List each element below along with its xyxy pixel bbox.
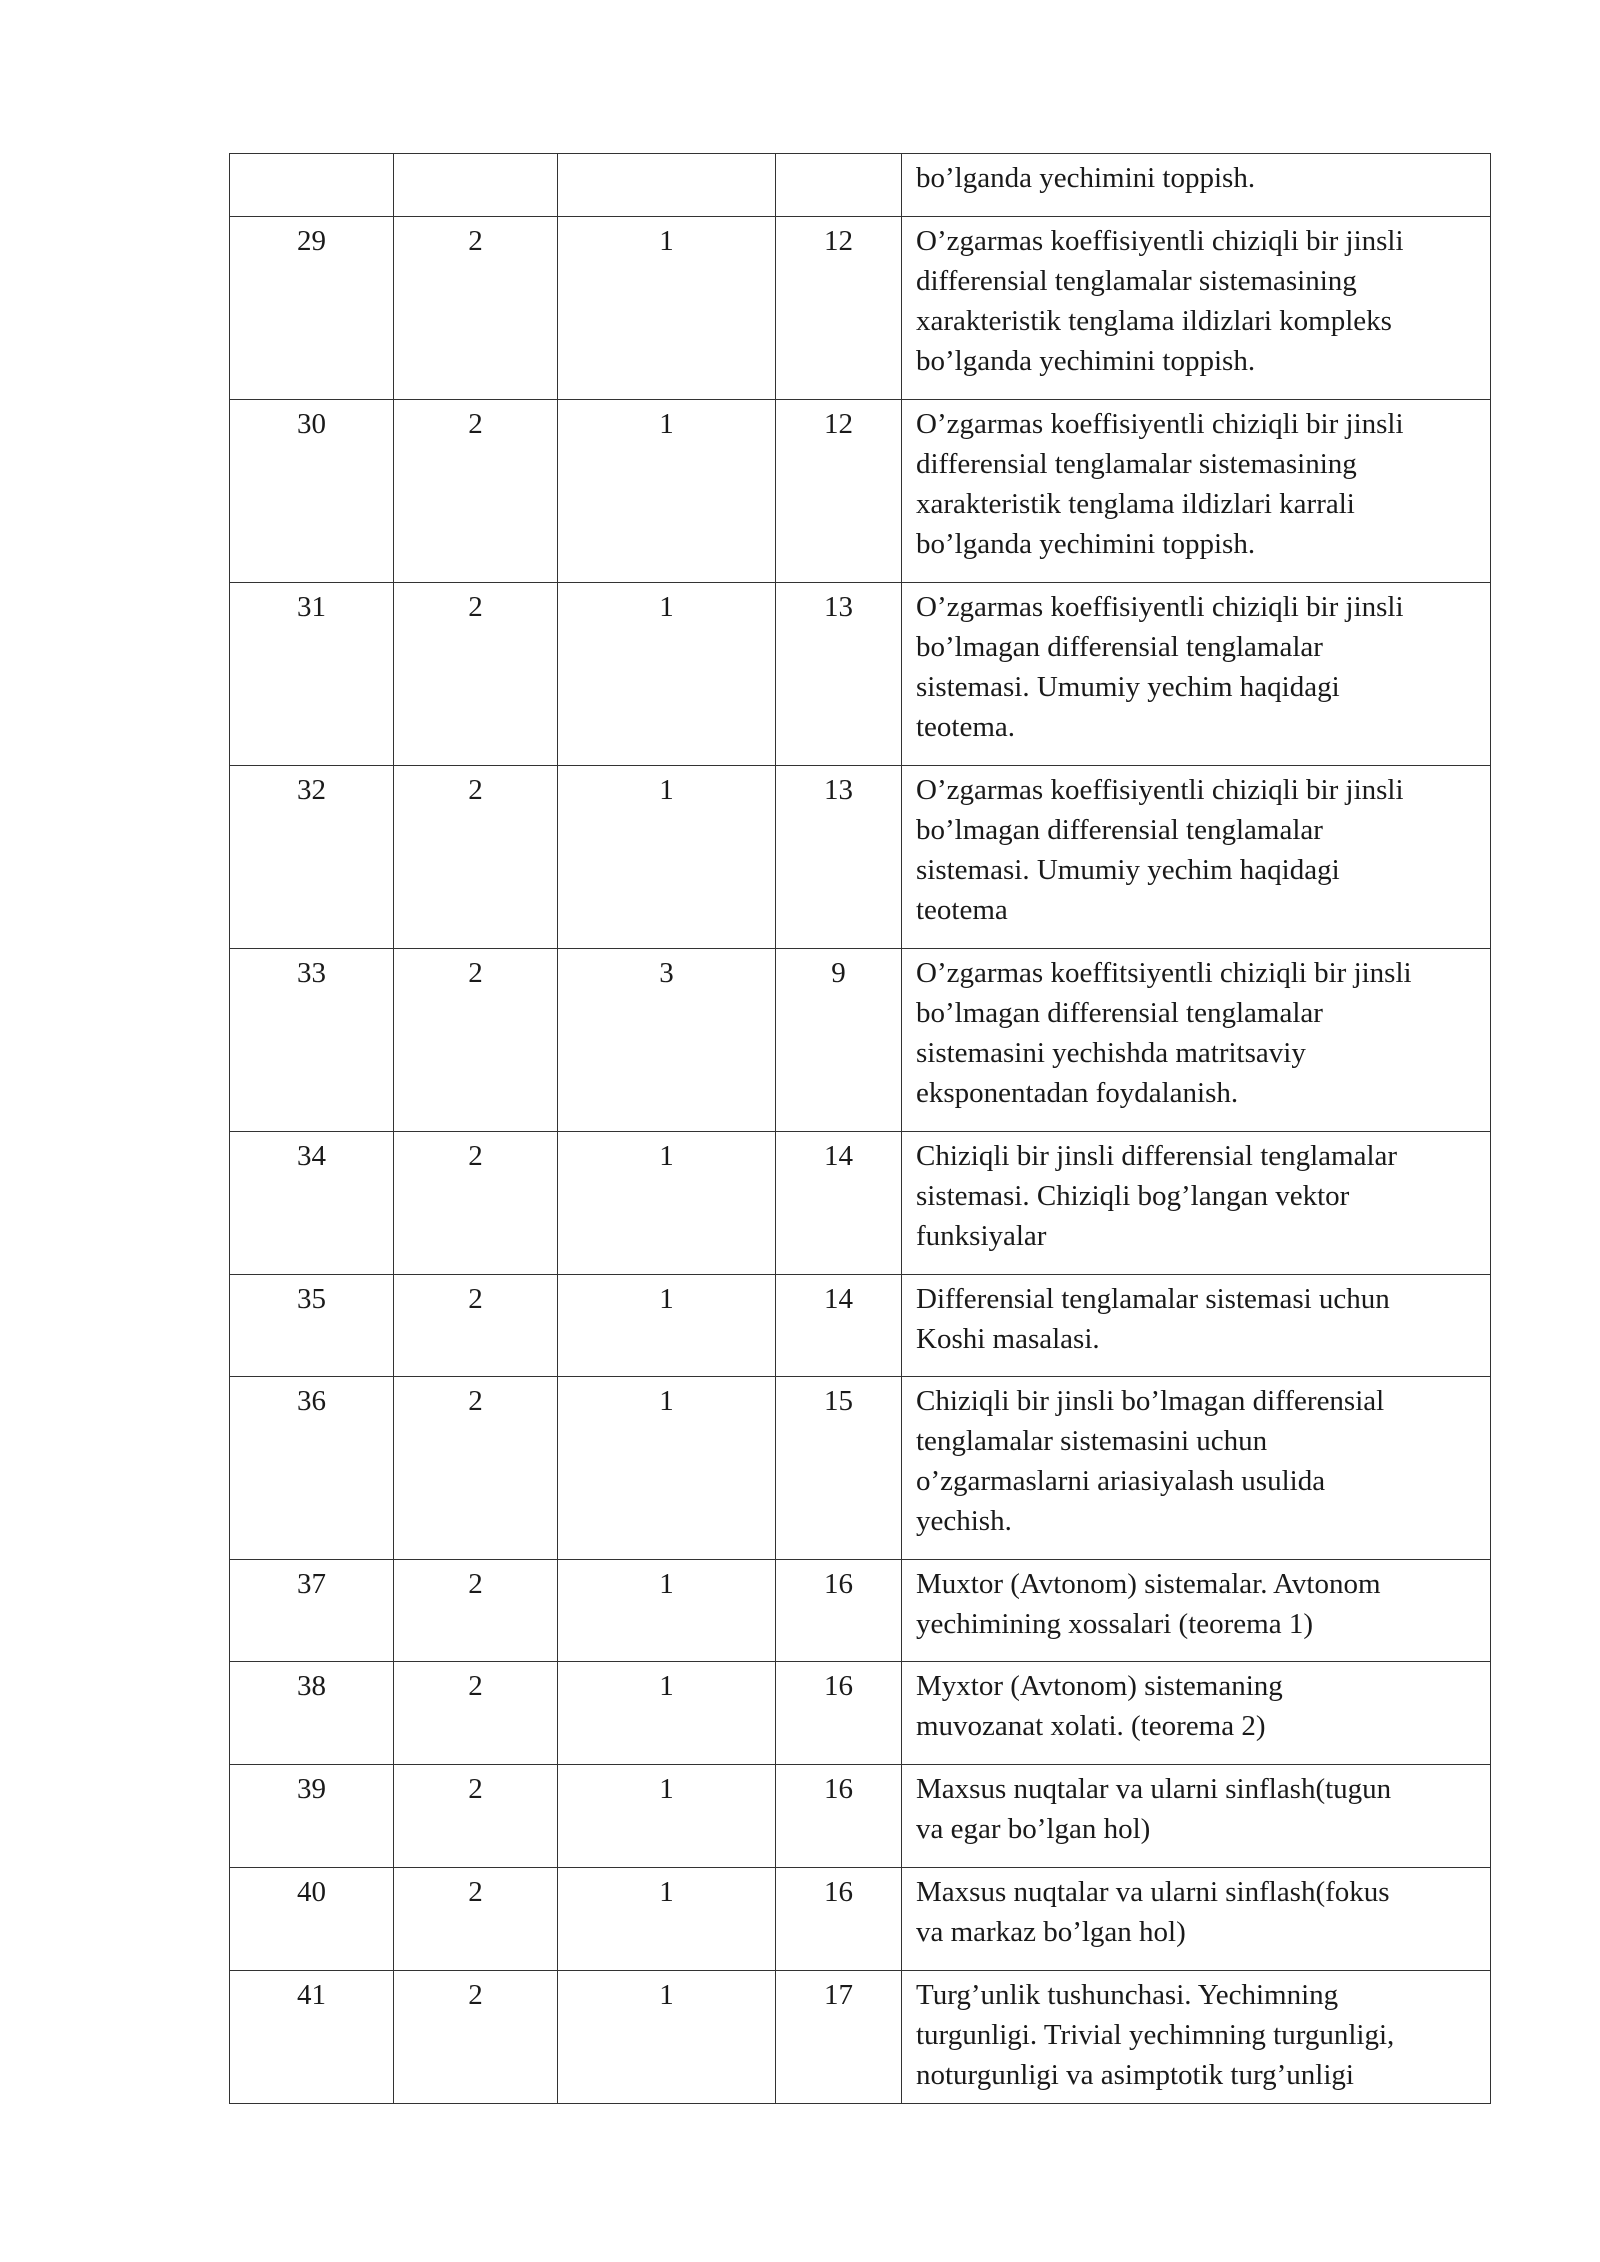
- table-row: [230, 217, 1491, 400]
- row-number-cell: 31: [230, 583, 394, 766]
- week-cell: 14: [776, 1132, 902, 1275]
- table-row: [230, 1132, 1491, 1275]
- hours-cell: 2: [394, 1132, 558, 1275]
- week-cell: 15: [776, 1377, 902, 1560]
- row-number-cell: 41: [230, 1971, 394, 2104]
- topic-cell: Myxtor (Avtonom) sistemaning muvozanat xolati. (teorema 2): [902, 1662, 1491, 1765]
- hours-cell: 2: [394, 583, 558, 766]
- hours-cell: 2: [394, 766, 558, 949]
- topic-cell: O’zgarmas koeffisiyentli chiziqli bir jinsli differensial tenglamalar sistemasining xarakteristik tenglama ildizlari karrali bo’lganda yechimini toppish.: [902, 400, 1491, 583]
- topic-cell: Differensial tenglamalar sistemasi uchun Koshi masalasi.: [902, 1275, 1491, 1377]
- topic-cell: O’zgarmas koeffisiyentli chiziqli bir jinsli bo’lmagan differensial tenglamalar sistemasi. Umumiy yechim haqidagi teotema.: [902, 583, 1491, 766]
- row-number-cell: 29: [230, 217, 394, 400]
- hours-cell: 2: [394, 1868, 558, 1971]
- topic-cell: O’zgarmas koeffisiyentli chiziqli bir jinsli bo’lmagan differensial tenglamalar sistemasi. Umumiy yechim haqidagi teotema: [902, 766, 1491, 949]
- row-number-cell: 35: [230, 1275, 394, 1377]
- week-cell: 14: [776, 1275, 902, 1377]
- topic-cell: Chiziqli bir jinsli differensial tenglamalar sistemasi. Chiziqli bog’langan vektor funksiyalar: [902, 1132, 1491, 1275]
- hours-cell: 2: [394, 1662, 558, 1765]
- type-cell: 1: [558, 1662, 776, 1765]
- table-row: [230, 1765, 1491, 1868]
- week-cell: [776, 154, 902, 217]
- row-number-cell: 39: [230, 1765, 394, 1868]
- table-row: [230, 1868, 1491, 1971]
- week-cell: 17: [776, 1971, 902, 2104]
- hours-cell: 2: [394, 1765, 558, 1868]
- hours-cell: 2: [394, 1971, 558, 2104]
- row-number-cell: [230, 154, 394, 217]
- topic-cell: Muxtor (Avtonom) sistemalar. Avtonom yechimining xossalari (teorema 1): [902, 1560, 1491, 1662]
- week-cell: 16: [776, 1662, 902, 1765]
- hours-cell: 2: [394, 400, 558, 583]
- topic-cell: Chiziqli bir jinsli bo’lmagan differensial tenglamalar sistemasini uchun o’zgarmaslarni ariasiyalash usulida yechish.: [902, 1377, 1491, 1560]
- type-cell: 1: [558, 1765, 776, 1868]
- hours-cell: 2: [394, 1377, 558, 1560]
- type-cell: 1: [558, 1132, 776, 1275]
- type-cell: 1: [558, 1868, 776, 1971]
- table-row: [230, 400, 1491, 583]
- type-cell: 1: [558, 400, 776, 583]
- table-row: [230, 1377, 1491, 1560]
- row-number-cell: 40: [230, 1868, 394, 1971]
- hours-cell: 2: [394, 949, 558, 1132]
- table-row: [230, 949, 1491, 1132]
- lesson-table: [229, 153, 1491, 2104]
- week-cell: 16: [776, 1560, 902, 1662]
- type-cell: 1: [558, 583, 776, 766]
- row-number-cell: 32: [230, 766, 394, 949]
- type-cell: 1: [558, 1377, 776, 1560]
- topic-cell: Maxsus nuqtalar va ularni sinflash(tugun va egar bo’lgan hol): [902, 1765, 1491, 1868]
- table-row: [230, 154, 1491, 217]
- table-row: [230, 1971, 1491, 2104]
- row-number-cell: 34: [230, 1132, 394, 1275]
- table-row: [230, 1662, 1491, 1765]
- topic-cell: Turg’unlik tushunchasi. Yechimning turgunligi. Trivial yechimning turgunligi, noturgunligi va asimptotik turg’unligi: [902, 1971, 1491, 2104]
- week-cell: 16: [776, 1868, 902, 1971]
- table-row: [230, 766, 1491, 949]
- type-cell: 1: [558, 217, 776, 400]
- hours-cell: 2: [394, 217, 558, 400]
- row-number-cell: 30: [230, 400, 394, 583]
- row-number-cell: 36: [230, 1377, 394, 1560]
- table-row: [230, 1560, 1491, 1662]
- week-cell: 13: [776, 583, 902, 766]
- week-cell: 9: [776, 949, 902, 1132]
- topic-cell: bo’lganda yechimini toppish.: [902, 154, 1491, 217]
- row-number-cell: 38: [230, 1662, 394, 1765]
- type-cell: [558, 154, 776, 217]
- hours-cell: [394, 154, 558, 217]
- week-cell: 16: [776, 1765, 902, 1868]
- table-row: [230, 1275, 1491, 1377]
- week-cell: 12: [776, 400, 902, 583]
- table-row: [230, 583, 1491, 766]
- type-cell: 1: [558, 1560, 776, 1662]
- topic-cell: O’zgarmas koeffisiyentli chiziqli bir jinsli differensial tenglamalar sistemasining xarakteristik tenglama ildizlari kompleks bo’lganda yechimini toppish.: [902, 217, 1491, 400]
- hours-cell: 2: [394, 1275, 558, 1377]
- type-cell: 3: [558, 949, 776, 1132]
- week-cell: 12: [776, 217, 902, 400]
- type-cell: 1: [558, 1971, 776, 2104]
- row-number-cell: 33: [230, 949, 394, 1132]
- topic-cell: Maxsus nuqtalar va ularni sinflash(fokus va markaz bo’lgan hol): [902, 1868, 1491, 1971]
- topic-cell: O’zgarmas koeffitsiyentli chiziqli bir jinsli bo’lmagan differensial tenglamalar sistemasini yechishda matritsaviy eksponentadan foydalanish.: [902, 949, 1491, 1132]
- hours-cell: 2: [394, 1560, 558, 1662]
- type-cell: 1: [558, 766, 776, 949]
- week-cell: 13: [776, 766, 902, 949]
- type-cell: 1: [558, 1275, 776, 1377]
- row-number-cell: 37: [230, 1560, 394, 1662]
